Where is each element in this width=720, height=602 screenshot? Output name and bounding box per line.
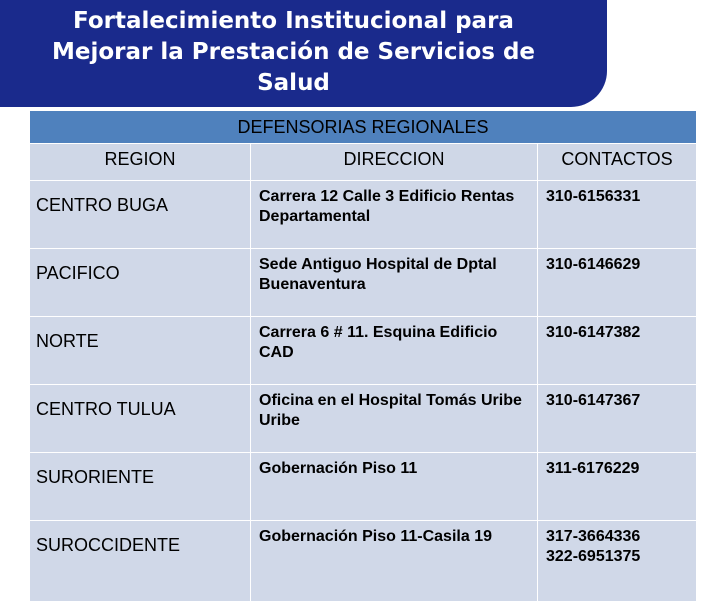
phone-number: 310-6156331 (546, 188, 641, 205)
region-cell: SUROCCIDENTE (30, 521, 251, 602)
phone-number: 317-3664336 (546, 528, 641, 545)
phone-number: 322-6951375 (546, 548, 641, 565)
region-cell: PACIFICO (30, 249, 251, 317)
direccion-cell: Gobernación Piso 11 (251, 453, 538, 521)
contactos-cell (538, 181, 697, 249)
region-cell: NORTE (30, 317, 251, 385)
contactos-cell (538, 521, 697, 602)
phone-number: 311-6176229 (546, 460, 640, 477)
header-direccion: DIRECCION (251, 144, 538, 181)
phone-number: 310-6146629 (546, 256, 641, 273)
region-cell: SURORIENTE (30, 453, 251, 521)
direccion-cell: Sede Antiguo Hospital de Dptal Buenaventura (251, 249, 538, 317)
table-caption: DEFENSORIAS REGIONALES (30, 111, 697, 144)
defensorias-table (29, 110, 697, 602)
header-region: REGION (30, 144, 251, 181)
contactos-cell (538, 453, 697, 521)
table-row (30, 453, 697, 521)
table-row (30, 317, 697, 385)
contactos-cell (538, 249, 697, 317)
contactos-cell (538, 317, 697, 385)
title-line: Salud (257, 70, 330, 96)
direccion-cell: Gobernación Piso 11-Casila 19 (251, 521, 538, 602)
region-cell: CENTRO TULUA (30, 385, 251, 453)
title-line: Fortalecimiento Institucional para (73, 8, 514, 34)
region-cell: CENTRO BUGA (30, 181, 251, 249)
header-contactos: CONTACTOS (538, 144, 697, 181)
title-line: Mejorar la Prestación de Servicios de (51, 39, 536, 65)
direccion-cell: Carrera 6 # 11. Esquina Edificio CAD (251, 317, 538, 385)
table-row (30, 249, 697, 317)
direccion-cell: Oficina en el Hospital Tomás Uribe Uribe (251, 385, 538, 453)
direccion-cell: Carrera 12 Calle 3 Edificio Rentas Departamental (251, 181, 538, 249)
slide-title (0, 6, 587, 99)
phone-number: 310-6147382 (546, 324, 641, 341)
table-row (30, 181, 697, 249)
table-row (30, 385, 697, 453)
contactos-cell (538, 385, 697, 453)
phone-number: 310-6147367 (546, 392, 641, 409)
table-row (30, 521, 697, 602)
